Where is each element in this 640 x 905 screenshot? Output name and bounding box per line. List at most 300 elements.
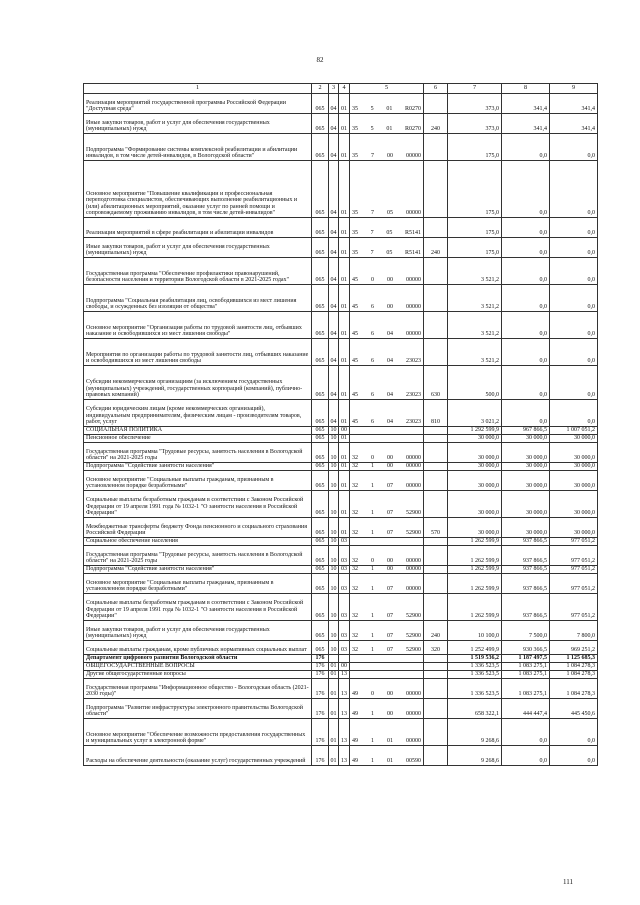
amount-cell: 0,0 — [502, 400, 550, 427]
amount-cell: 373,0 — [448, 94, 502, 114]
program-code-part: 0 — [371, 558, 374, 565]
ministry-code-cell: 065 — [312, 641, 329, 655]
program-code-cell — [350, 679, 424, 699]
table-row — [84, 443, 598, 463]
amount-cell: 30 000,0 — [448, 471, 502, 491]
program-code-part: 1 — [371, 633, 374, 640]
amount-cell: 1 084 278,3 — [550, 679, 598, 699]
program-code-part: 01 — [387, 738, 393, 745]
ministry-code-cell: 065 — [312, 435, 329, 443]
amount-cell: 0,0 — [502, 719, 550, 746]
program-code-part: 35 — [352, 153, 358, 160]
program-code-cell — [350, 218, 424, 238]
subsection-code-cell: 01 — [339, 463, 350, 471]
subsection-code-cell: 03 — [339, 621, 350, 641]
section-code-cell: 04 — [329, 285, 339, 312]
subsection-code-cell: 13 — [339, 719, 350, 746]
amount-cell: 10 100,0 — [448, 621, 502, 641]
amount-cell: 1 252 499,9 — [448, 641, 502, 655]
program-code-part: 07 — [387, 647, 393, 654]
subsection-code-cell: 01 — [339, 312, 350, 339]
row-name-cell: Государственная программа "Трудовые ресурсы, занятость населения в Вологодской области" на 2021-2025 годы — [84, 546, 312, 566]
row-name-cell: Государственная программа "Обеспечение профилактики правонарушений, безопасности населения и территории Вологодской области в 2021-2025 годах" — [84, 258, 312, 285]
ministry-code-cell: 176 — [312, 655, 329, 663]
budget-table — [83, 83, 598, 766]
amount-cell: 7 800,0 — [550, 621, 598, 641]
program-code-part: 00000 — [406, 738, 421, 745]
amount-cell: 977 051,2 — [550, 574, 598, 594]
amount-cell: 1 083 275,1 — [502, 679, 550, 699]
ministry-code-cell: 065 — [312, 400, 329, 427]
amount-cell: 175,0 — [448, 238, 502, 258]
ministry-code-cell: 065 — [312, 621, 329, 641]
row-name-cell: Иные закупки товаров, работ и услуг для обеспечения государственных (муниципальных) нужд — [84, 621, 312, 641]
program-code-part: 00000 — [406, 277, 421, 284]
table-row — [84, 161, 598, 218]
program-code-part: 05 — [386, 250, 393, 257]
amount-cell: 30 000,0 — [550, 435, 598, 443]
amount-cell: 1 519 536,2 — [448, 655, 502, 663]
amount-cell: 937 866,5 — [502, 546, 550, 566]
table-row — [84, 366, 598, 400]
table-row — [84, 671, 598, 679]
program-code-cell — [350, 641, 424, 655]
subsection-code-cell: 01 — [339, 114, 350, 134]
expense-type-cell — [424, 679, 448, 699]
program-code-parts — [350, 711, 423, 718]
row-name-cell: Социальное обеспечение населения — [84, 538, 312, 546]
amount-cell: 30 000,0 — [550, 471, 598, 491]
program-code-part: 00 — [387, 463, 393, 470]
amount-cell: 30 000,0 — [502, 435, 550, 443]
amount-cell: 0,0 — [502, 339, 550, 366]
amount-cell: 445 450,6 — [550, 699, 598, 719]
section-code-cell: 10 — [329, 574, 339, 594]
amount-cell: 0,0 — [550, 134, 598, 161]
program-code-part: 1 — [371, 483, 374, 490]
amount-cell: 30 000,0 — [502, 443, 550, 463]
program-code-part: 35 — [352, 106, 358, 113]
program-code-part: 00000 — [406, 153, 421, 160]
table-row — [84, 238, 598, 258]
amount-cell: 1 007 051,2 — [550, 427, 598, 435]
program-code-part: 5 — [370, 106, 374, 113]
ministry-code-cell: 065 — [312, 366, 329, 400]
amount-cell: 937 866,5 — [502, 538, 550, 546]
amount-cell: 9 268,6 — [448, 746, 502, 766]
program-code-parts — [350, 358, 423, 365]
ministry-code-cell: 065 — [312, 463, 329, 471]
ministry-code-cell: 065 — [312, 218, 329, 238]
program-code-parts — [350, 738, 423, 745]
amount-cell: 969 251,2 — [550, 641, 598, 655]
subsection-code-cell: 01 — [339, 339, 350, 366]
ministry-code-cell: 065 — [312, 94, 329, 114]
program-code-part: 52900 — [406, 510, 421, 517]
expense-type-cell — [424, 218, 448, 238]
program-code-cell — [350, 312, 424, 339]
program-code-part: 52900 — [406, 647, 421, 654]
program-code-cell — [350, 94, 424, 114]
amount-cell: 1 083 275,1 — [502, 671, 550, 679]
ministry-code-cell: 065 — [312, 427, 329, 435]
program-code-part: 01 — [386, 126, 393, 133]
amount-cell: 175,0 — [448, 134, 502, 161]
row-name-cell: Межбюджетные трансферты бюджету Фонда пенсионного и социального страхования Российской Федерации — [84, 518, 312, 538]
program-code-part: 49 — [352, 691, 358, 698]
table-row — [84, 427, 598, 435]
amount-cell: 0,0 — [550, 719, 598, 746]
subsection-code-cell: 01 — [339, 218, 350, 238]
table-header-row — [84, 84, 598, 94]
row-name-cell: Основное мероприятие "Социальные выплаты гражданам, признанным в установленном порядке безработными" — [84, 471, 312, 491]
section-code-cell: 04 — [329, 312, 339, 339]
program-code-parts — [350, 647, 423, 654]
program-code-part: 6 — [371, 358, 374, 365]
expense-type-cell — [424, 699, 448, 719]
subsection-code-cell: 03 — [339, 574, 350, 594]
program-code-part: 45 — [352, 419, 358, 426]
program-code-part: R5141 — [404, 230, 421, 237]
ministry-code-cell: 065 — [312, 161, 329, 218]
row-name-cell: Основное мероприятие "Повышение квалификации и профессиональная переподготовка специалистов, обеспечивающих выполнение реабилитационных и (или) абилитационных мероприятий, оказание услуг по ранней помощи и сопровождаемому проживанию инвалидов, в том числе детей-инвалидов" — [84, 161, 312, 218]
subsection-code-cell — [339, 655, 350, 663]
table-row — [84, 719, 598, 746]
section-code-cell: 10 — [329, 546, 339, 566]
table-row — [84, 339, 598, 366]
ministry-code-cell: 065 — [312, 114, 329, 134]
program-code-part: 1 — [371, 463, 374, 470]
row-name-cell: Субсидии юридическим лицам (кроме некоммерческих организаций), индивидуальным предпринимателям, физическим лицам - производителям товаров, работ, услуг — [84, 400, 312, 427]
amount-cell: 3 521,2 — [448, 339, 502, 366]
amount-cell: 1 125 685,3 — [550, 655, 598, 663]
table-row — [84, 312, 598, 339]
program-code-part: 32 — [352, 530, 358, 537]
row-name-cell: Социальные выплаты безработным гражданам в соответствии с Законом Российской Федерации от 19 апреля 1991 года № 1032-1 "О занятости населения в Российской Федерации" — [84, 491, 312, 518]
program-code-cell — [350, 719, 424, 746]
section-code-cell: 10 — [330, 427, 337, 434]
program-code-part: 32 — [352, 633, 358, 640]
row-name-cell: Государственная программа "Трудовые ресурсы, занятость населения в Вологодской области" на 2021-2025 годы — [84, 443, 312, 463]
amount-cell: 0,0 — [502, 161, 550, 218]
amount-cell: 0,0 — [550, 339, 598, 366]
amount-cell: 1 262 599,9 — [448, 594, 502, 621]
program-code-cell — [350, 566, 424, 574]
row-name-cell: Другие общегосударственные вопросы — [84, 671, 312, 679]
amount-cell: 0,0 — [502, 218, 550, 238]
table-row — [84, 566, 598, 574]
amount-cell: 7 500,0 — [502, 621, 550, 641]
program-code-part: 00 — [387, 153, 393, 160]
amount-cell: 30 000,0 — [550, 463, 598, 471]
amount-cell: 341,4 — [502, 114, 550, 134]
program-code-part: 0 — [371, 277, 374, 284]
amount-cell: 30 000,0 — [448, 435, 502, 443]
amount-cell: 0,0 — [502, 285, 550, 312]
ministry-code-cell: 065 — [312, 134, 329, 161]
program-code-part: 45 — [352, 358, 358, 365]
program-code-parts — [350, 419, 423, 426]
amount-cell: 30 000,0 — [502, 518, 550, 538]
section-code-cell: 10 — [329, 594, 339, 621]
amount-cell: 977 051,2 — [550, 594, 598, 621]
row-name-cell: Иные закупки товаров, работ и услуг для обеспечения государственных (муниципальных) нужд — [84, 114, 312, 134]
row-name-cell: Департамент цифрового развития Вологодской области — [84, 655, 312, 663]
program-code-part: 1 — [371, 647, 374, 654]
row-name-cell: Реализация мероприятий в сфере реабилитации и абилитации инвалидов — [84, 218, 312, 238]
program-code-part: 00 — [387, 455, 393, 462]
program-code-part: 04 — [387, 392, 393, 399]
amount-cell: 1 187 497,5 — [502, 655, 550, 663]
program-code-part: 0 — [371, 455, 374, 462]
section-code-cell: 04 — [329, 134, 339, 161]
program-code-cell — [350, 366, 424, 400]
program-code-part: 23023 — [406, 419, 421, 426]
program-code-part: 52900 — [406, 613, 421, 620]
program-code-parts — [350, 250, 423, 257]
program-code-cell — [350, 574, 424, 594]
program-code-cell — [350, 427, 424, 435]
program-code-part: 00000 — [406, 463, 421, 470]
header-cell: 2 — [312, 84, 329, 94]
footer-mark: 111 — [563, 878, 573, 886]
expense-type-cell — [424, 538, 448, 546]
header-cell: 9 — [550, 84, 598, 94]
table-row — [84, 538, 598, 546]
program-code-part: 04 — [387, 358, 393, 365]
subsection-code-cell: 13 — [339, 679, 350, 699]
program-code-cell — [350, 339, 424, 366]
section-code-cell: 10 — [330, 538, 337, 545]
expense-type-cell — [424, 594, 448, 621]
section-code-cell: 04 — [329, 161, 339, 218]
table-row — [84, 699, 598, 719]
program-code-part: 35 — [352, 250, 358, 257]
amount-cell: 1 084 278,3 — [550, 671, 598, 679]
amount-cell: 30 000,0 — [502, 463, 550, 471]
program-code-part: 32 — [352, 586, 358, 593]
section-code-cell: 04 — [329, 400, 339, 427]
program-code-part: 45 — [352, 331, 358, 338]
program-code-part: 01 — [386, 106, 393, 113]
program-code-parts — [350, 633, 423, 640]
program-code-part: 32 — [352, 483, 358, 490]
program-code-part: 35 — [352, 230, 358, 237]
program-code-part: 1 — [371, 566, 374, 573]
section-code-cell: 10 — [330, 463, 337, 470]
row-name-cell: Подпрограмма "Содействие занятости населения" — [84, 566, 312, 574]
subsection-code-cell: 03 — [339, 594, 350, 621]
amount-cell: 0,0 — [502, 746, 550, 766]
program-code-parts — [350, 691, 423, 698]
subsection-code-cell: 01 — [339, 285, 350, 312]
program-code-parts — [350, 126, 423, 133]
program-code-part: 52900 — [406, 633, 421, 640]
section-code-cell: 01 — [329, 746, 339, 766]
row-name-cell: Государственная программа "Информационное общество - Вологодская область (2021-2030 годы)" — [84, 679, 312, 699]
program-code-cell — [350, 491, 424, 518]
program-code-part: 7 — [370, 250, 374, 257]
ministry-code-cell: 065 — [312, 471, 329, 491]
program-code-part: 01 — [387, 758, 393, 765]
subsection-code-cell: 00 — [339, 427, 350, 435]
program-code-part: 05 — [386, 230, 393, 237]
expense-type-cell — [424, 161, 448, 218]
program-code-cell — [350, 518, 424, 538]
program-code-part: 6 — [371, 331, 374, 338]
program-code-parts — [350, 392, 423, 399]
amount-cell: 967 866,5 — [502, 427, 550, 435]
program-code-part: 00 — [387, 566, 393, 573]
program-code-part: 1 — [371, 510, 374, 517]
program-code-part: 49 — [352, 711, 358, 718]
amount-cell: 0,0 — [550, 258, 598, 285]
program-code-parts — [350, 277, 423, 284]
expense-type-cell — [424, 491, 448, 518]
amount-cell: 30 000,0 — [448, 443, 502, 463]
ministry-code-cell: 176 — [312, 671, 329, 679]
header-cell: 5 — [350, 84, 424, 94]
program-code-part: 6 — [371, 392, 374, 399]
amount-cell: 977 051,2 — [550, 566, 598, 574]
row-name-cell: Основное мероприятие "Обеспечение возможности предоставления государственных и муниципальных услуг в электронной форме" — [84, 719, 312, 746]
row-name-cell: Подпрограмма "Содействие занятости населения" — [84, 463, 312, 471]
program-code-part: R0270 — [404, 106, 421, 113]
row-name-cell: Реализация мероприятий государственной программы Российской Федерации "Доступная среда" — [84, 94, 312, 114]
row-name-cell: Подпрограмма "Формирование системы комплексной реабилитации и абилитации инвалидов, в том числе детей-инвалидов, в Вологодской области" — [84, 134, 312, 161]
table-row — [84, 546, 598, 566]
row-name-cell: СОЦИАЛЬНАЯ ПОЛИТИКА — [84, 427, 312, 435]
amount-cell: 937 866,5 — [502, 594, 550, 621]
amount-cell: 0,0 — [502, 366, 550, 400]
section-code-cell: 01 — [330, 663, 337, 670]
ministry-code-cell: 065 — [312, 546, 329, 566]
header-cell: 4 — [339, 84, 350, 94]
program-code-cell — [350, 443, 424, 463]
subsection-code-cell: 13 — [339, 699, 350, 719]
expense-type-cell — [424, 285, 448, 312]
amount-cell: 0,0 — [550, 218, 598, 238]
expense-type-cell: 240 — [424, 621, 448, 641]
table-body — [84, 94, 598, 766]
amount-cell: 1 336 523,5 — [448, 663, 502, 671]
program-code-part: 6 — [371, 419, 374, 426]
amount-cell: 30 000,0 — [448, 463, 502, 471]
section-code-cell: 04 — [329, 114, 339, 134]
section-code-cell — [329, 655, 339, 663]
amount-cell: 444 447,4 — [502, 699, 550, 719]
program-code-part: 23023 — [406, 358, 421, 365]
amount-cell: 175,0 — [448, 218, 502, 238]
subsection-code-cell: 01 — [339, 471, 350, 491]
program-code-parts — [350, 331, 423, 338]
expense-type-cell — [424, 671, 448, 679]
subsection-code-cell: 13 — [339, 746, 350, 766]
amount-cell: 341,4 — [550, 94, 598, 114]
program-code-part: 04 — [387, 331, 393, 338]
program-code-part: 07 — [387, 586, 393, 593]
subsection-code-cell: 01 — [339, 443, 350, 463]
table-row — [84, 679, 598, 699]
program-code-part: 49 — [352, 758, 358, 765]
row-name-cell: ОБЩЕГОСУДАРСТВЕННЫЕ ВОПРОСЫ — [84, 663, 312, 671]
amount-cell: 30 000,0 — [502, 471, 550, 491]
subsection-code-cell: 01 — [339, 366, 350, 400]
program-code-parts — [350, 558, 423, 565]
amount-cell: 3 521,2 — [448, 285, 502, 312]
row-name-cell: Пенсионное обеспечение — [84, 435, 312, 443]
program-code-part: 5 — [370, 126, 374, 133]
ministry-code-cell: 176 — [312, 679, 329, 699]
row-name-cell: Подпрограмма "Социальная реабилитация лиц, освободившихся из мест лишения свободы, и осужденных без изоляции от общества" — [84, 285, 312, 312]
subsection-code-cell: 01 — [339, 258, 350, 285]
amount-cell: 3 021,2 — [448, 400, 502, 427]
amount-cell: 373,0 — [448, 114, 502, 134]
amount-cell: 0,0 — [550, 161, 598, 218]
amount-cell: 30 000,0 — [550, 518, 598, 538]
section-code-cell: 04 — [329, 218, 339, 238]
ministry-code-cell: 176 — [312, 719, 329, 746]
ministry-code-cell: 065 — [312, 566, 329, 574]
program-code-part: 04 — [387, 419, 393, 426]
program-code-cell — [350, 463, 424, 471]
expense-type-cell — [424, 339, 448, 366]
program-code-part: 00000 — [406, 210, 421, 217]
section-code-cell: 01 — [329, 719, 339, 746]
program-code-parts — [350, 455, 423, 462]
subsection-code-cell: 01 — [339, 134, 350, 161]
amount-cell: 0,0 — [550, 285, 598, 312]
table-row — [84, 285, 598, 312]
program-code-cell — [350, 594, 424, 621]
expense-type-cell — [424, 427, 448, 435]
table-row — [84, 114, 598, 134]
expense-type-cell — [424, 435, 448, 443]
subsection-code-cell: 00 — [339, 663, 350, 671]
subsection-code-cell: 01 — [339, 400, 350, 427]
header-cell: 3 — [329, 84, 339, 94]
program-code-cell — [350, 285, 424, 312]
subsection-code-cell: 01 — [339, 518, 350, 538]
program-code-part: R5141 — [404, 250, 421, 257]
amount-cell: 30 000,0 — [550, 491, 598, 518]
section-code-cell: 01 — [329, 699, 339, 719]
program-code-part: 1 — [371, 613, 374, 620]
subsection-code-cell: 03 — [339, 566, 350, 574]
section-code-cell: 04 — [329, 94, 339, 114]
program-code-part: 07 — [387, 613, 393, 620]
expense-type-cell — [424, 746, 448, 766]
program-code-cell — [350, 546, 424, 566]
table-row — [84, 218, 598, 238]
table-row — [84, 258, 598, 285]
amount-cell: 30 000,0 — [448, 518, 502, 538]
ministry-code-cell: 065 — [312, 594, 329, 621]
expense-type-cell — [424, 312, 448, 339]
program-code-cell — [350, 114, 424, 134]
section-code-cell: 10 — [330, 435, 337, 442]
program-code-part: 0 — [371, 691, 374, 698]
amount-cell: 1 262 599,9 — [448, 574, 502, 594]
program-code-part: 00000 — [406, 331, 421, 338]
amount-cell: 3 521,2 — [448, 258, 502, 285]
table-row — [84, 663, 598, 671]
program-code-part: 00000 — [406, 483, 421, 490]
expense-type-cell: 320 — [424, 641, 448, 655]
program-code-part: 32 — [352, 455, 358, 462]
ministry-code-cell: 065 — [312, 443, 329, 463]
expense-type-cell — [424, 443, 448, 463]
